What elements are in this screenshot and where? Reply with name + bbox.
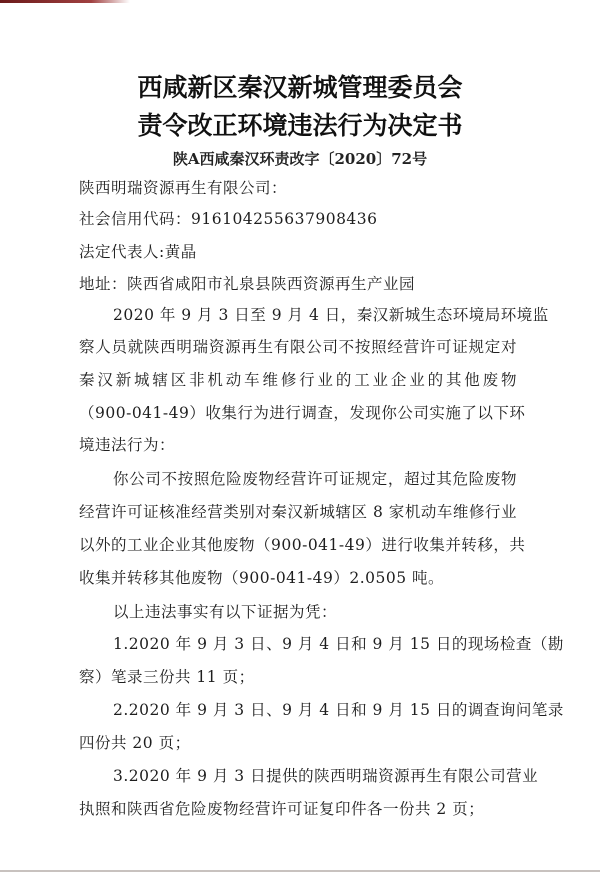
evidence-3-line-2: 执照和陕西省危险废物经营许可证复印件各一份共 2 页； — [79, 800, 485, 818]
paragraph-1-line-5: 境违法行为： — [79, 436, 176, 454]
paragraph-1-line-4: （900-041-49）收集行为进行调查，发现你公司实施了以下环 — [79, 404, 526, 422]
paragraph-1-line-1: 2020 年 9 月 3 日至 9 月 4 日，秦汉新城生态环境局环境监 — [113, 306, 549, 324]
paragraph-2-line-4: 收集并转移其他废物（900-041-49）2.0505 吨。 — [79, 569, 445, 587]
paragraph-2-line-3: 以外的工业企业其他废物（900-041-49）进行收集并转移，共 — [79, 536, 526, 554]
recipient: 陕西明瑞资源再生有限公司： — [79, 179, 288, 197]
title-line-2: 责令改正环境违法行为决定书 — [137, 111, 463, 140]
evidence-1-line-1: 1.2020 年 9 月 3 日、9 月 4 日和 9 月 15 日的现场检查（勘 — [113, 635, 564, 653]
paragraph-2-line-2: 经营许可证核准经营类别对秦汉新城辖区 8 家机动车维修行业 — [79, 503, 517, 521]
legal-representative: 法定代表人:黄晶 — [79, 243, 197, 261]
evidence-2-line-1: 2.2020 年 9 月 3 日、9 月 4 日和 9 月 15 日的调查询问笔录 — [113, 701, 564, 719]
paragraph-1-line-2: 察人员就陕西明瑞资源再生有限公司不按照经营许可证规定对 — [79, 338, 517, 356]
address: 地址：陕西省咸阳市礼泉县陕西资源再生产业园 — [79, 275, 416, 293]
title-line-1: 西咸新区秦汉新城管理委员会 — [137, 73, 463, 102]
evidence-2-line-2: 四份共 20 页； — [79, 734, 191, 752]
paragraph-1-line-3: 秦汉新城辖区非机动车维修行业的工业企业的其他废物 — [79, 371, 517, 389]
evidence-1-line-2: 察）笔录三份共 11 页； — [79, 668, 255, 686]
evidence-intro: 以上违法事实有以下证据为凭： — [113, 603, 338, 621]
credit-code: 社会信用代码：916104255637908436 — [79, 210, 378, 228]
evidence-3-line-1: 3.2020 年 9 月 3 日提供的陕西明瑞资源再生有限公司营业 — [113, 767, 539, 785]
document-number: 陕A西咸秦汉环责改字〔2020〕72号 — [172, 150, 428, 168]
paragraph-2-line-1: 你公司不按照危险废物经营许可证规定，超过其危险废物 — [113, 470, 517, 488]
